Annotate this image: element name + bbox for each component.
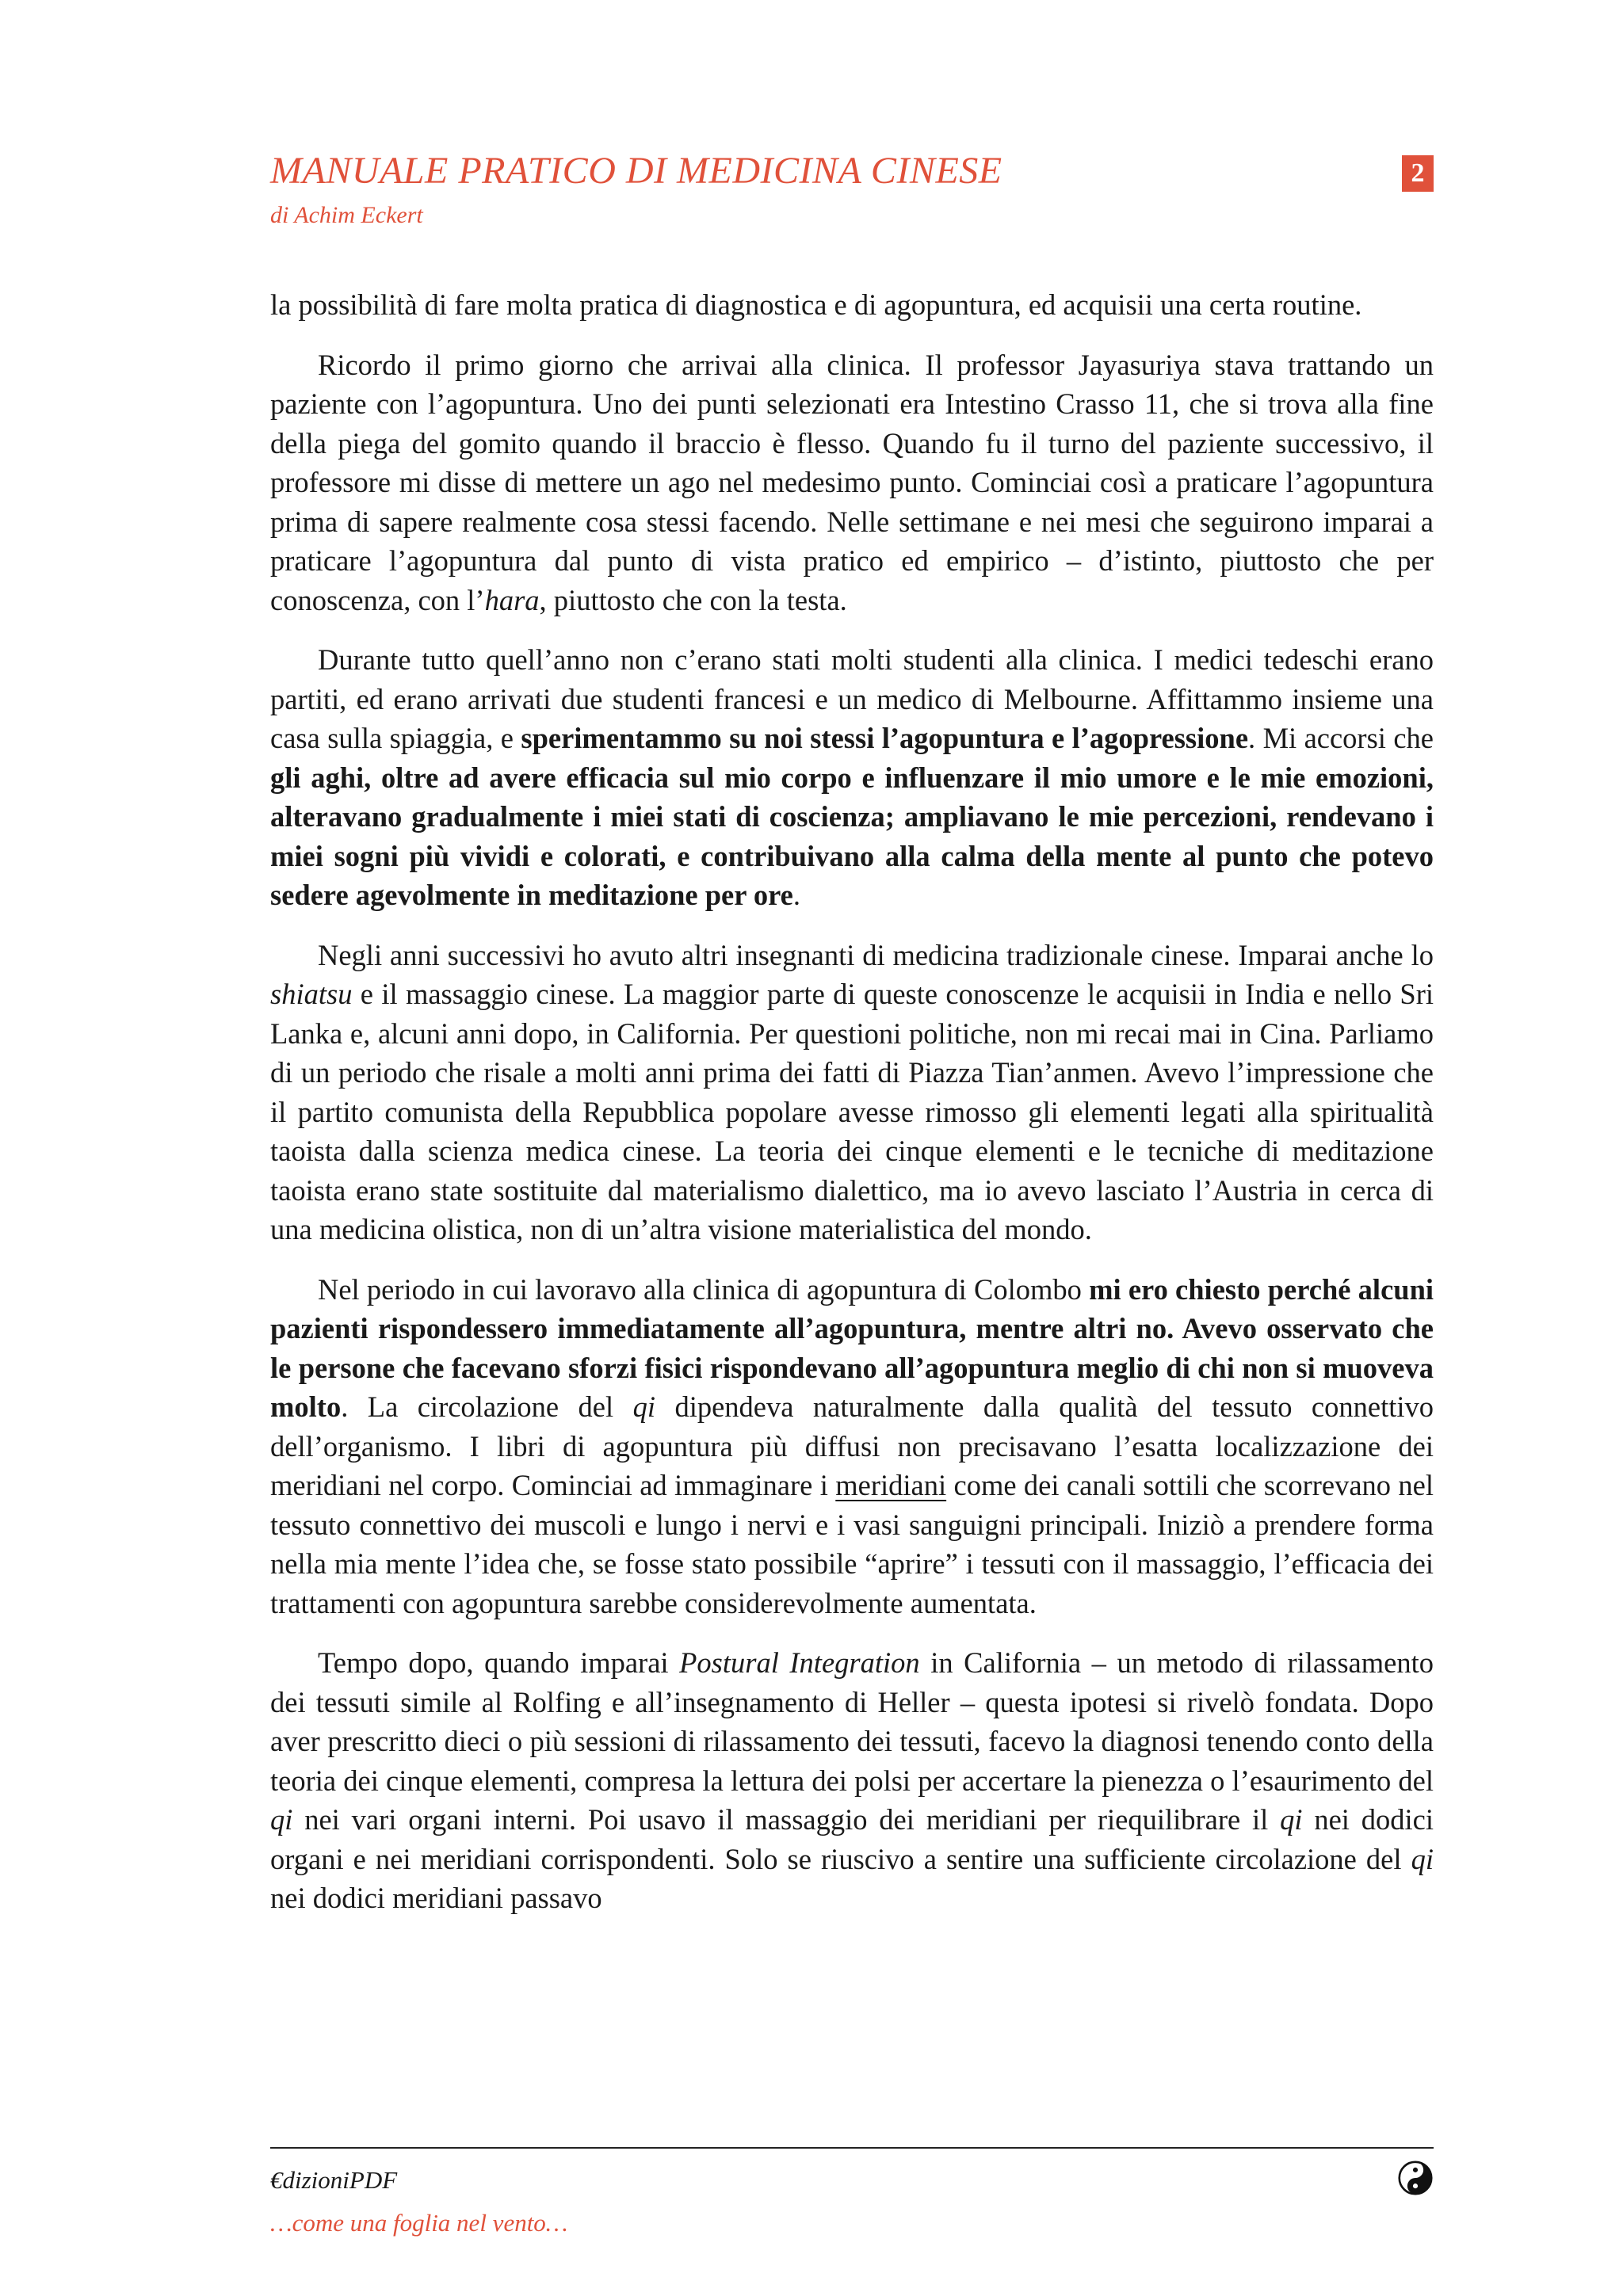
paragraph-text: nei dodici meridiani passavo bbox=[270, 1882, 602, 1914]
paragraph-text: Negli anni successivi ho avuto altri insegnanti di medicina tradizionale cinese. Imparai anche lo bbox=[318, 938, 1434, 971]
italic-text: qi bbox=[632, 1390, 655, 1423]
italic-text: hara bbox=[484, 583, 540, 616]
paragraph-text: nei vari organi interni. Poi usavo il massaggio dei meridiani per riequilibrare il bbox=[292, 1803, 1281, 1836]
paragraph-text: in California – un metodo di rilassamento dei tessuti simile al Rolfing e all’insegnamento di Heller – questa ipotesi si rivelò fondata. Dopo aver prescritto dieci o più sessioni di rilassamento dei tessuti, facevo la diagnosi tenendo conto della teoria dei cinque elementi, compresa la lettura dei polsi per accertare la pienezza o l’esaurimento del bbox=[270, 1646, 1434, 1797]
body-paragraph bbox=[270, 285, 1434, 325]
bold-text: mi ero chiesto perché alcuni pazienti rispondessero immediatamente all’agopuntura, mentre altri no. Avevo osservato che le persone che facevano sforzi fisici rispondevano all’agopuntura meglio di chi non si muoveva molto bbox=[270, 1272, 1434, 1423]
publisher-brand: €dizioniPDF bbox=[270, 2166, 398, 2194]
body-paragraph bbox=[270, 1270, 1434, 1623]
bold-text: sperimentammo su noi stessi l’agopuntura e l’agopressione bbox=[521, 722, 1249, 754]
paragraph-text: . Mi accorsi che bbox=[1248, 722, 1434, 754]
body-paragraph bbox=[270, 640, 1434, 915]
page-body bbox=[270, 285, 1434, 1939]
paragraph-text: . La circolazione del bbox=[341, 1390, 633, 1423]
page-number-badge: 2 bbox=[1402, 155, 1434, 192]
book-title: MANUALE PRATICO DI MEDICINA CINESE bbox=[270, 150, 1002, 192]
paragraph-text: . bbox=[792, 879, 801, 911]
italic-text: shiatsu bbox=[270, 978, 353, 1010]
book-author: di Achim Eckert bbox=[270, 202, 423, 228]
italic-text: qi bbox=[270, 1803, 293, 1836]
paragraph-text: come dei canali sottili che scorrevano nel tessuto connettivo dei muscoli e lungo i nervi e i vasi sanguigni principali. Iniziò a prendere forma nella mia mente l’idea che, se fosse stato possibile “aprire” i tessuti con il massaggio, l’efficacia dei trattamenti con agopuntura sarebbe considerevolmente aumentata. bbox=[270, 1469, 1434, 1619]
paragraph-text: nei dodici organi e nei meridiani corrispondenti. Solo se riuscivo a sentire una sufficiente circolazione del bbox=[270, 1803, 1434, 1875]
italic-text: Postural Integration bbox=[679, 1646, 920, 1679]
yin-yang-icon bbox=[1398, 2161, 1433, 2195]
paragraph-text: la possibilità di fare molta pratica di diagnostica e di agopuntura, ed acquisii una certa routine. bbox=[270, 288, 1362, 321]
italic-text: qi bbox=[1280, 1803, 1303, 1836]
paragraph-text: dipendeva naturalmente dalla qualità del tessuto connettivo dell’organismo. I libri di agopuntura più diffusi non precisavano l’esatta localizzazione dei meridiani nel corpo. Cominciai ad immaginare i bbox=[270, 1390, 1434, 1501]
paragraph-text: Durante tutto quell’anno non c’erano stati molti studenti alla clinica. I medici tedeschi erano partiti, ed erano arrivati due studenti francesi e un medico di Melbourne. Affittammo insieme una casa sulla spiaggia, e bbox=[270, 643, 1434, 754]
paragraph-text: , piuttosto che con la testa. bbox=[539, 583, 847, 616]
page-header bbox=[270, 147, 1434, 235]
paragraph-text: Ricordo il primo giorno che arrivai alla clinica. Il professor Jayasuriya stava trattando un paziente con l’agopuntura. Uno dei punti selezionati era Intestino Crasso 11, che si trova alla fine della piega del gomito quando il braccio è flesso. Quando fu il turno del paziente successivo, il professore mi disse di mettere un ago nel medesimo punto. Cominciai così a praticare l’agopuntura prima di sapere realmente cosa stessi facendo. Nelle settimane e nei mesi che seguirono imparai a praticare l’agopuntura dal punto di vista pratico ed empirico – d’istinto, piuttosto che per conoscenza, con l’ bbox=[270, 348, 1434, 616]
body-paragraph bbox=[270, 936, 1434, 1249]
paragraph-text: Tempo dopo, quando imparai bbox=[318, 1646, 680, 1679]
footer-divider bbox=[270, 2147, 1434, 2149]
underlined-text: meridiani bbox=[835, 1469, 947, 1501]
publisher-motto: …come una foglia nel vento… bbox=[270, 2209, 568, 2237]
italic-text: qi bbox=[1411, 1842, 1434, 1875]
paragraph-text: Nel periodo in cui lavoravo alla clinica di agopuntura di Colombo bbox=[318, 1272, 1090, 1306]
body-paragraph bbox=[270, 1643, 1434, 1918]
paragraph-text: e il massaggio cinese. La maggior parte di queste conoscenze le acquisii in India e nello Sri Lanka e, alcuni anni dopo, in California. Per questioni politiche, non mi recai mai in Cina. Parliamo di un periodo che risale a molti anni prima dei fatti di Piazza Tian’anmen. Avevo l’impressione che il partito comunista della Repubblica popolare avesse rimosso gli elementi legati alla spiritualità taoista dalla scienza medica cinese. La teoria dei cinque elementi e le tecniche di meditazione taoista erano state sostituite dal materialismo dialettico, ma io avevo lasciato l’Austria in cerca di una medicina olistica, non di un’altra visione materialistica del mondo. bbox=[270, 978, 1434, 1245]
body-paragraph bbox=[270, 345, 1434, 620]
bold-text: gli aghi, oltre ad avere efficacia sul mio corpo e influenzare il mio umore e le mie emozioni, alteravano gradualmente i miei stati di coscienza; ampliavano le mie percezioni, rendevano i miei sogni più vividi e colorati, e contribuivano alla calma della mente al punto che potevo sedere agevolmente in meditazione per ore bbox=[270, 761, 1434, 911]
